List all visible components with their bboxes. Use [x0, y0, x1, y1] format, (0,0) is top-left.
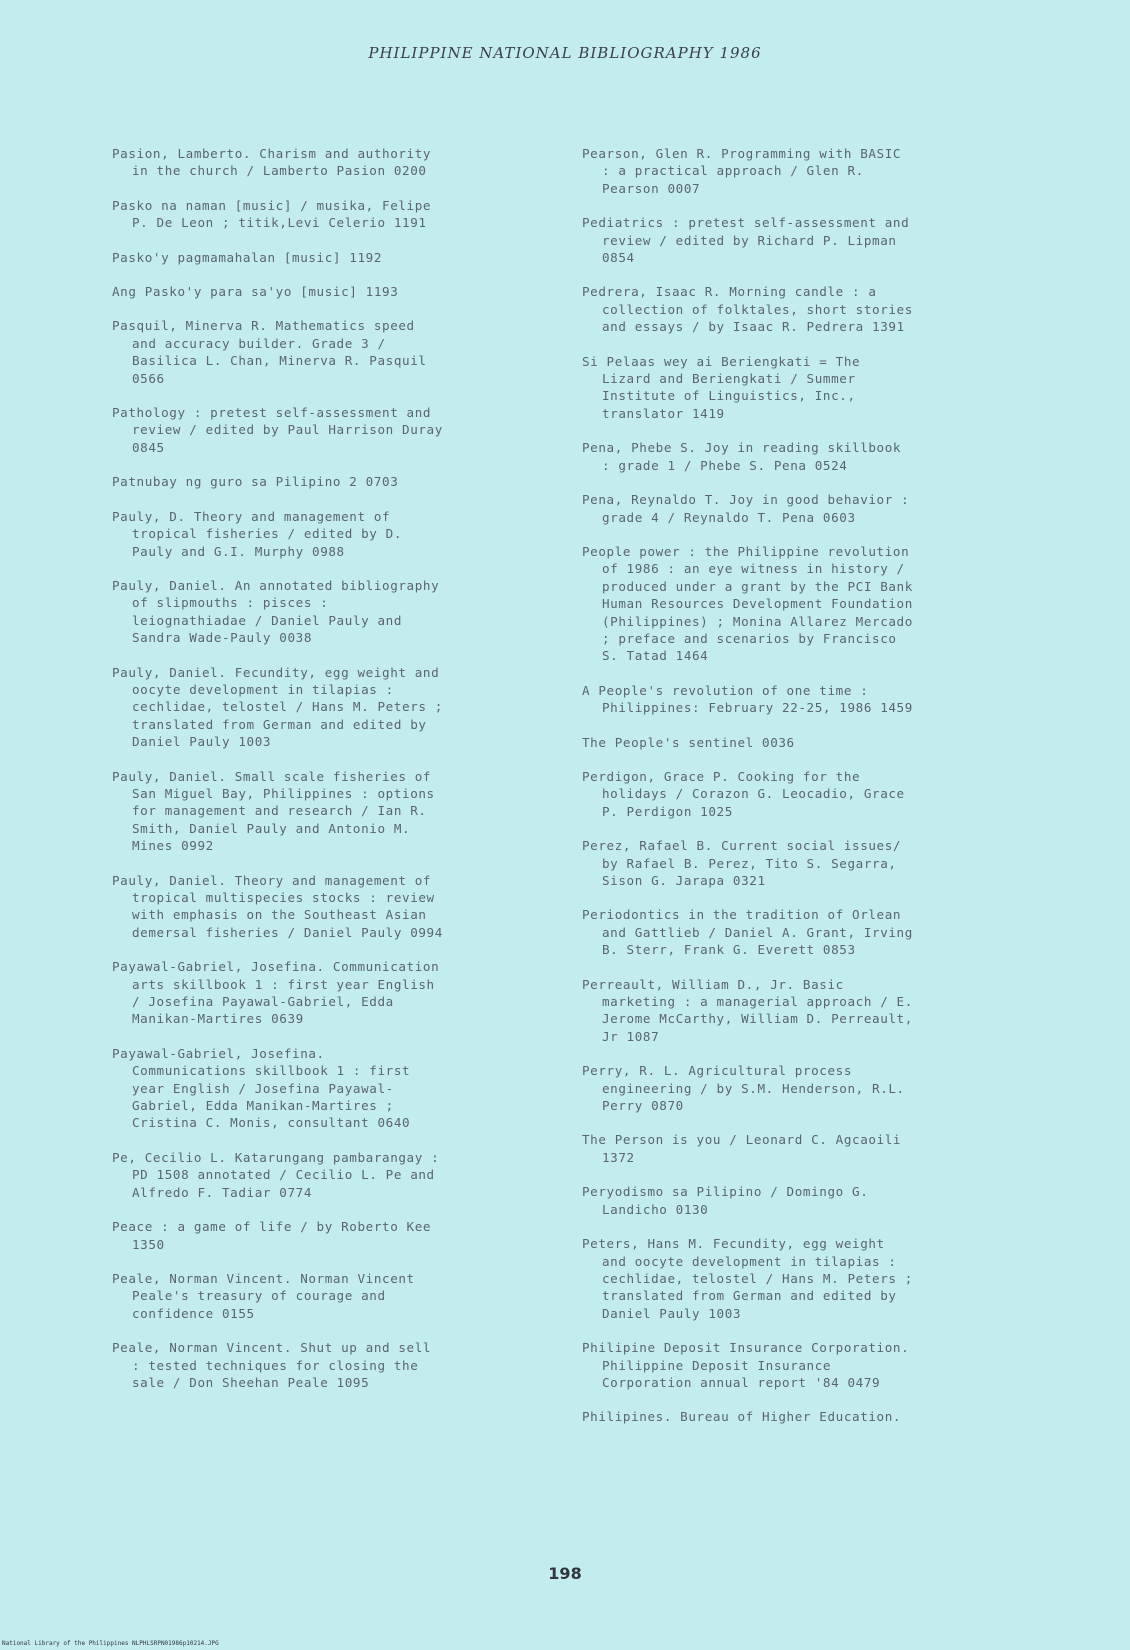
- bibliography-entry: A People's revolution of one time : Philippines: February 22-25, 1986 1459: [582, 682, 913, 716]
- bibliography-entry: Pasquil, Minerva R. Mathematics speed and accuracy builder. Grade 3 / Basilica L. Chan, Minerva R. Pasquil 0566: [112, 318, 427, 386]
- bibliography-entry: Peters, Hans M. Fecundity, egg weight and oocyte development in tilapias : cechlidae, telostel / Hans M. Peters ; translated from German and edited by Daniel Pauly 1003: [582, 1236, 913, 1321]
- scan-footer: National Library of the Philippines NLPHLSRPN01986p10214.JPG: [2, 1640, 219, 1647]
- bibliography-entry: Peale, Norman Vincent. Norman Vincent Peale's treasury of courage and confidence 0155: [112, 1270, 415, 1321]
- bibliography-entry: Peryodismo sa Pilipino / Domingo G. Landicho 0130: [582, 1184, 869, 1217]
- bibliography-entry: Perreault, William D., Jr. Basic marketing : a managerial approach / E. Jerome McCarthy, William D. Perreault, Jr 1087: [582, 976, 913, 1044]
- bibliography-entry: People power : the Philippine revolution of 1986 : an eye witness in history / produced under a grant by the PCI Bank Human Resources Development Foundation (Philippines) ; Monina Allarez Mercado ; preface and scenarios by Francisco S. Tatad 1464: [582, 543, 913, 664]
- bibliography-entry: Philipine Deposit Insurance Corporation. Philippine Deposit Insurance Corporation annual report '84 0479: [582, 1340, 910, 1390]
- bibliography-entry: Pedrera, Isaac R. Morning candle : a collection of folktales, short stories and essays / by Isaac R. Pedrera 1391: [582, 284, 913, 335]
- bibliography-entry: The People's sentinel 0036: [582, 734, 795, 750]
- bibliography-entry: Pathology : pretest self-assessment and review / edited by Paul Harrison Duray 0845: [112, 405, 443, 455]
- bibliography-entry: Peace : a game of life / by Roberto Kee 1350: [112, 1219, 432, 1252]
- left-column: [112, 145, 552, 1408]
- bibliography-entry: Pauly, Daniel. Small scale fisheries of San Miguel Bay, Philippines : options for management and research / Ian R. Smith, Daniel Pauly and Antonio M. Mines 0992: [112, 768, 435, 854]
- bibliography-entry: Si Pelaas wey ai Beriengkati = The Lizard and Beriengkati / Summer Institute of Linguistics, Inc., translator 1419: [582, 353, 861, 421]
- bibliography-entry: Perez, Rafael B. Current social issues/ by Rafael B. Perez, Tito S. Segarra, Sison G. Jarapa 0321: [582, 838, 902, 888]
- bibliography-entry: Pena, Reynaldo T. Joy in good behavior : grade 4 / Reynaldo T. Pena 0603: [582, 492, 910, 525]
- bibliography-entry: Peale, Norman Vincent. Shut up and sell : tested techniques for closing the sale / Don Sheehan Peale 1095: [112, 1340, 432, 1390]
- bibliography-entry: Pena, Phebe S. Joy in reading skillbook : grade 1 / Phebe S. Pena 0524: [582, 440, 902, 473]
- bibliography-entry: Pauly, Daniel. Fecundity, egg weight and oocyte development in tilapias : cechlidae, telostel / Hans M. Peters ; translated from German and edited by Daniel Pauly 1003: [112, 664, 443, 750]
- bibliography-entry: Pe, Cecilio L. Katarungang pambarangay : PD 1508 annotated / Cecilio L. Pe and Alfredo F. Tadiar 0774: [112, 1149, 440, 1200]
- page-header-title: PHILIPPINE NATIONAL BIBLIOGRAPHY 1986: [368, 44, 762, 62]
- bibliography-entry: Pasion, Lamberto. Charism and authority in the church / Lamberto Pasion 0200: [112, 146, 432, 179]
- bibliography-entry: Perry, R. L. Agricultural process engineering / by S.M. Henderson, R.L. Perry 0870: [582, 1063, 905, 1114]
- bibliography-entry: Payawal-Gabriel, Josefina. Communication arts skillbook 1 : first year English / Josefina Payawal-Gabriel, Edda Manikan-Martires 0639: [112, 959, 440, 1027]
- bibliography-entry: Philipines. Bureau of Higher Education.: [582, 1409, 902, 1425]
- bibliography-entry: Patnubay ng guro sa Pilipino 2 0703: [112, 474, 399, 490]
- bibliography-entry: Ang Pasko'y para sa'yo [music] 1193: [112, 284, 399, 300]
- bibliography-entry: Periodontics in the tradition of Orlean and Gattlieb / Daniel A. Grant, Irving B. Sterr, Frank G. Everett 0853: [582, 907, 913, 958]
- bibliography-entry: Pediatrics : pretest self-assessment and review / edited by Richard P. Lipman 0854: [582, 215, 910, 266]
- bibliography-entry: Payawal-Gabriel, Josefina. Communications skillbook 1 : first year English / Josefina Payawal- Gabriel, Edda Manikan-Martires ; Cristina C. Monis, consultant 0640: [112, 1045, 411, 1131]
- bibliography-entry: Pauly, Daniel. Theory and management of tropical multispecies stocks : review with emphasis on the Southeast Asian demersal fisheries / Daniel Pauly 0994: [112, 872, 443, 940]
- bibliography-entry: The Person is you / Leonard C. Agcaoili 1372: [582, 1132, 902, 1165]
- right-column: [582, 145, 1022, 1443]
- bibliography-entry: Pasko na naman [music] / musika, Felipe P. De Leon ; titik,Levi Celerio 1191: [112, 197, 432, 231]
- bibliography-entry: Perdigon, Grace P. Cooking for the holidays / Corazon G. Leocadio, Grace P. Perdigon 1025: [582, 768, 905, 819]
- page-number: 198: [548, 1564, 582, 1583]
- bibliography-entry: Pauly, Daniel. An annotated bibliography of slipmouths : pisces : leiognathiadae / Daniel Pauly and Sandra Wade-Pauly 0038: [112, 577, 440, 646]
- bibliography-entry: Pasko'y pagmamahalan [music] 1192: [112, 249, 383, 265]
- bibliography-entry: Pauly, D. Theory and management of tropical fisheries / edited by D. Pauly and G.I. Murphy 0988: [112, 508, 403, 559]
- bibliography-entry: Pearson, Glen R. Programming with BASIC : a practical approach / Glen R. Pearson 0007: [582, 146, 902, 196]
